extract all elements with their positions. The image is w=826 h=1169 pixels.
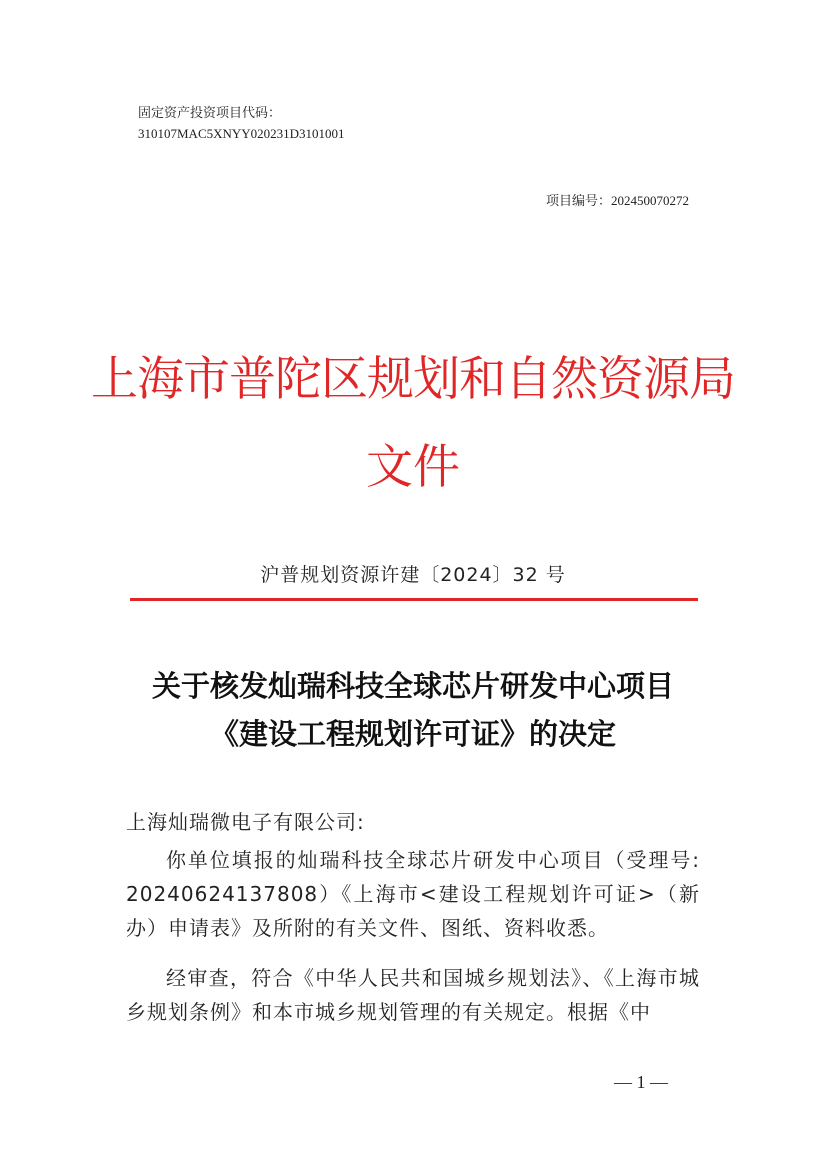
project-number-value: 202450070272 (611, 193, 689, 208)
issuer-title: 上海市普陀区规划和自然资源局 (91, 352, 735, 407)
red-divider (130, 598, 698, 601)
document-subject (0, 662, 826, 758)
project-number-label: 项目编号： (545, 194, 611, 209)
project-number (546, 190, 689, 209)
page-number-text: — 1 — (614, 1072, 668, 1092)
investment-code: 310107MAC5XNYY020231D3101001 (138, 126, 345, 141)
body-paragraph-2: 经审查，符合《中华人民共和国城乡规划法》、《上海市城乡规划条例》和本市城乡规划管理的有关规定。根据《中 (126, 966, 700, 1024)
investment-code-label: 固定资产投资项目代码： (138, 106, 282, 121)
body-paragraph-1: 你单位填报的灿瑞科技全球芯片研发中心项目（受理号: 20240624137808）《上海市<建设工程规划许可证>（新办）申请表》及所附的有关文件、图纸、资料收悉。 (126, 848, 700, 940)
issuer-title-document: 文件 (366, 440, 460, 495)
subject-line-1: 关于核发灿瑞科技全球芯片研发中心项目 (151, 669, 674, 703)
subject-line-2: 《建设工程规划许可证》的决定 (209, 717, 616, 751)
addressee: 上海灿瑞微电子有限公司: (126, 810, 365, 834)
document-number: 沪普规划资源许建〔2024〕32 号 (260, 564, 566, 586)
